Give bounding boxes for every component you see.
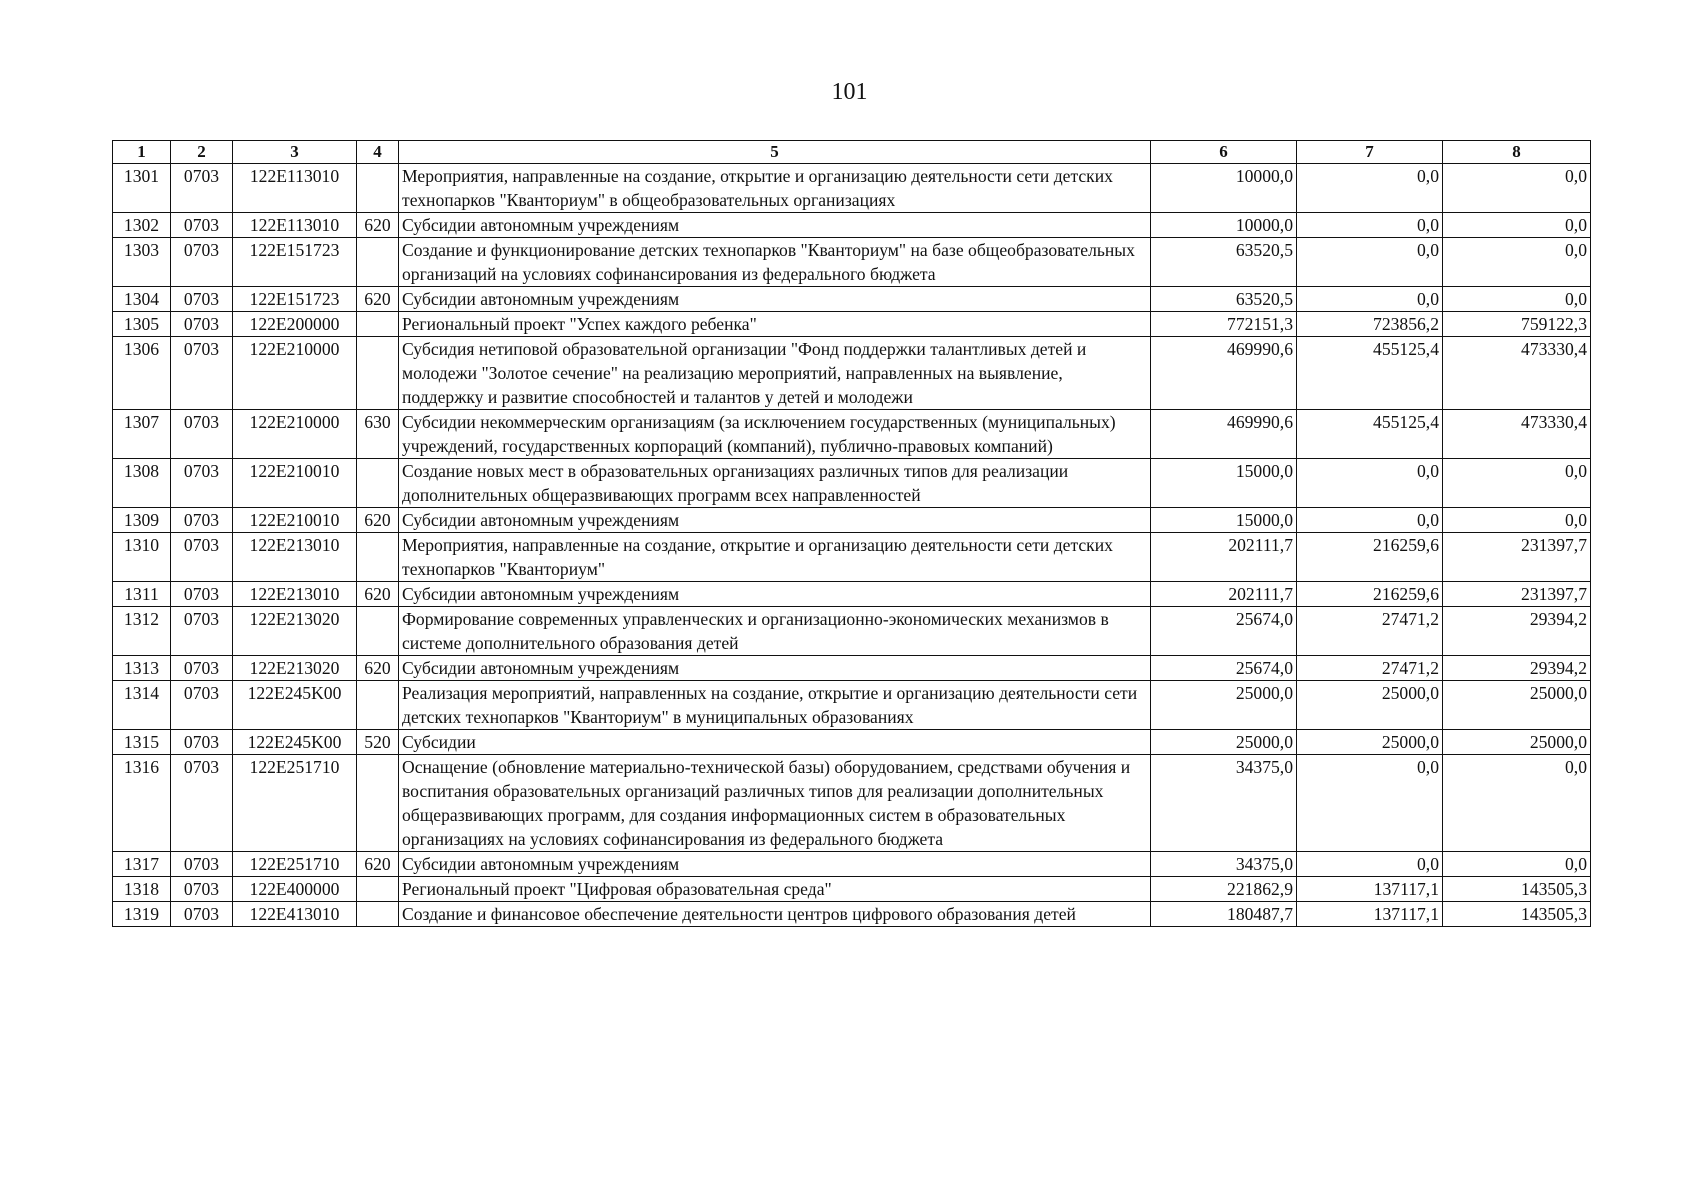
row-number: 1303	[113, 238, 171, 287]
amount-col-6: 15000,0	[1151, 508, 1297, 533]
row-number: 1314	[113, 681, 171, 730]
row-number: 1307	[113, 410, 171, 459]
amount-col-8: 25000,0	[1443, 681, 1591, 730]
item-name: Субсидия нетиповой образовательной организации "Фонд поддержки талантливых детей и молодежи "Золотое сечение" на реализацию мероприятий, направленных на выявление, поддержку и развитие способностей и талантов у детей и молодежи	[399, 337, 1151, 410]
table-row	[113, 337, 1591, 410]
item-name: Региональный проект "Успех каждого ребенка"	[399, 312, 1151, 337]
expense-type-code	[357, 877, 399, 902]
amount-col-6: 25000,0	[1151, 730, 1297, 755]
amount-col-8: 143505,3	[1443, 877, 1591, 902]
table-row	[113, 238, 1591, 287]
amount-col-8: 29394,2	[1443, 656, 1591, 681]
target-article-code: 122E213020	[233, 607, 357, 656]
table-row	[113, 508, 1591, 533]
item-name: Субсидии автономным учреждениям	[399, 656, 1151, 681]
row-number: 1313	[113, 656, 171, 681]
section-code: 0703	[171, 582, 233, 607]
item-name: Субсидии некоммерческим организациям (за исключением государственных (муниципальных) учреждений, государственных корпораций (компаний), публично-правовых компаний)	[399, 410, 1151, 459]
target-article-code: 122E151723	[233, 238, 357, 287]
amount-col-6: 25000,0	[1151, 681, 1297, 730]
column-header: 6	[1151, 141, 1297, 164]
amount-col-7: 0,0	[1297, 287, 1443, 312]
target-article-code: 122E200000	[233, 312, 357, 337]
row-number: 1306	[113, 337, 171, 410]
amount-col-8: 29394,2	[1443, 607, 1591, 656]
budget-table	[112, 140, 1591, 927]
target-article-code: 122E210000	[233, 410, 357, 459]
amount-col-7: 0,0	[1297, 755, 1443, 852]
amount-col-6: 469990,6	[1151, 337, 1297, 410]
item-name: Региональный проект "Цифровая образовательная среда"	[399, 877, 1151, 902]
amount-col-8: 0,0	[1443, 459, 1591, 508]
item-name: Реализация мероприятий, направленных на создание, открытие и организацию деятельности сети детских технопарков "Кванториум" в муниципальных образованиях	[399, 681, 1151, 730]
target-article-code: 122E251710	[233, 852, 357, 877]
amount-col-6: 63520,5	[1151, 287, 1297, 312]
item-name: Создание и финансовое обеспечение деятельности центров цифрового образования детей	[399, 902, 1151, 927]
amount-col-8: 0,0	[1443, 755, 1591, 852]
item-name: Формирование современных управленческих и организационно-экономических механизмов в системе дополнительного образования детей	[399, 607, 1151, 656]
column-header: 5	[399, 141, 1151, 164]
column-header: 1	[113, 141, 171, 164]
amount-col-6: 63520,5	[1151, 238, 1297, 287]
expense-type-code	[357, 755, 399, 852]
amount-col-7: 216259,6	[1297, 582, 1443, 607]
amount-col-8: 0,0	[1443, 287, 1591, 312]
target-article-code: 122E151723	[233, 287, 357, 312]
row-number: 1310	[113, 533, 171, 582]
amount-col-6: 180487,7	[1151, 902, 1297, 927]
amount-col-7: 0,0	[1297, 852, 1443, 877]
row-number: 1311	[113, 582, 171, 607]
section-code: 0703	[171, 164, 233, 213]
amount-col-7: 455125,4	[1297, 337, 1443, 410]
item-name: Субсидии автономным учреждениям	[399, 213, 1151, 238]
expense-type-code	[357, 902, 399, 927]
row-number: 1319	[113, 902, 171, 927]
table-row	[113, 312, 1591, 337]
table-row	[113, 681, 1591, 730]
table-row	[113, 410, 1591, 459]
amount-col-8: 473330,4	[1443, 410, 1591, 459]
amount-col-7: 0,0	[1297, 238, 1443, 287]
amount-col-8: 231397,7	[1443, 533, 1591, 582]
amount-col-8: 143505,3	[1443, 902, 1591, 927]
section-code: 0703	[171, 902, 233, 927]
amount-col-6: 25674,0	[1151, 656, 1297, 681]
section-code: 0703	[171, 213, 233, 238]
expense-type-code	[357, 312, 399, 337]
amount-col-8: 0,0	[1443, 164, 1591, 213]
expense-type-code: 620	[357, 508, 399, 533]
item-name: Субсидии автономным учреждениям	[399, 287, 1151, 312]
section-code: 0703	[171, 459, 233, 508]
row-number: 1315	[113, 730, 171, 755]
column-header: 3	[233, 141, 357, 164]
target-article-code: 122E400000	[233, 877, 357, 902]
item-name: Мероприятия, направленные на создание, открытие и организацию деятельности сети детских технопарков "Кванториум"	[399, 533, 1151, 582]
item-name: Оснащение (обновление материально-технической базы) оборудованием, средствами обучения и воспитания образовательных организаций различных типов для реализации дополнительных общеразвивающих программ, для создания информационных систем в образовательных организациях на условиях софинансирования из федерального бюджета	[399, 755, 1151, 852]
amount-col-6: 202111,7	[1151, 533, 1297, 582]
table-row	[113, 459, 1591, 508]
target-article-code: 122E245K00	[233, 681, 357, 730]
amount-col-8: 231397,7	[1443, 582, 1591, 607]
section-code: 0703	[171, 681, 233, 730]
section-code: 0703	[171, 312, 233, 337]
item-name: Мероприятия, направленные на создание, открытие и организацию деятельности сети детских технопарков "Кванториум" в общеобразовательных организациях	[399, 164, 1151, 213]
row-number: 1309	[113, 508, 171, 533]
amount-col-7: 723856,2	[1297, 312, 1443, 337]
target-article-code: 122E113010	[233, 164, 357, 213]
item-name: Субсидии автономным учреждениям	[399, 508, 1151, 533]
item-name: Субсидии автономным учреждениям	[399, 582, 1151, 607]
header-row	[113, 141, 1591, 164]
amount-col-8: 25000,0	[1443, 730, 1591, 755]
amount-col-8: 0,0	[1443, 508, 1591, 533]
table-row	[113, 607, 1591, 656]
column-header: 8	[1443, 141, 1591, 164]
section-code: 0703	[171, 508, 233, 533]
row-number: 1308	[113, 459, 171, 508]
amount-col-8: 0,0	[1443, 852, 1591, 877]
table-row	[113, 213, 1591, 238]
amount-col-7: 27471,2	[1297, 656, 1443, 681]
expense-type-code	[357, 164, 399, 213]
amount-col-6: 25674,0	[1151, 607, 1297, 656]
target-article-code: 122E413010	[233, 902, 357, 927]
amount-col-6: 221862,9	[1151, 877, 1297, 902]
table-row	[113, 287, 1591, 312]
expense-type-code: 620	[357, 287, 399, 312]
section-code: 0703	[171, 238, 233, 287]
amount-col-7: 0,0	[1297, 164, 1443, 213]
target-article-code: 122E210000	[233, 337, 357, 410]
table-row	[113, 877, 1591, 902]
section-code: 0703	[171, 730, 233, 755]
column-header: 7	[1297, 141, 1443, 164]
expense-type-code: 520	[357, 730, 399, 755]
row-number: 1316	[113, 755, 171, 852]
table-row	[113, 582, 1591, 607]
amount-col-6: 469990,6	[1151, 410, 1297, 459]
target-article-code: 122E251710	[233, 755, 357, 852]
row-number: 1318	[113, 877, 171, 902]
amount-col-6: 202111,7	[1151, 582, 1297, 607]
target-article-code: 122E210010	[233, 459, 357, 508]
row-number: 1301	[113, 164, 171, 213]
target-article-code: 122E213010	[233, 533, 357, 582]
section-code: 0703	[171, 337, 233, 410]
section-code: 0703	[171, 755, 233, 852]
expense-type-code	[357, 533, 399, 582]
amount-col-8: 0,0	[1443, 238, 1591, 287]
table-row	[113, 902, 1591, 927]
expense-type-code	[357, 681, 399, 730]
row-number: 1312	[113, 607, 171, 656]
amount-col-7: 137117,1	[1297, 902, 1443, 927]
column-header: 4	[357, 141, 399, 164]
amount-col-7: 27471,2	[1297, 607, 1443, 656]
expense-type-code: 630	[357, 410, 399, 459]
expense-type-code	[357, 238, 399, 287]
expense-type-code	[357, 459, 399, 508]
target-article-code: 122E210010	[233, 508, 357, 533]
amount-col-7: 0,0	[1297, 459, 1443, 508]
item-name: Субсидии автономным учреждениям	[399, 852, 1151, 877]
page-number: 101	[831, 79, 868, 105]
amount-col-6: 10000,0	[1151, 164, 1297, 213]
table-row	[113, 533, 1591, 582]
table-row	[113, 656, 1591, 681]
amount-col-6: 772151,3	[1151, 312, 1297, 337]
row-number: 1317	[113, 852, 171, 877]
amount-col-7: 455125,4	[1297, 410, 1443, 459]
section-code: 0703	[171, 852, 233, 877]
target-article-code: 122E213020	[233, 656, 357, 681]
amount-col-7: 25000,0	[1297, 730, 1443, 755]
amount-col-6: 10000,0	[1151, 213, 1297, 238]
target-article-code: 122E213010	[233, 582, 357, 607]
table-row	[113, 730, 1591, 755]
section-code: 0703	[171, 533, 233, 582]
amount-col-6: 34375,0	[1151, 755, 1297, 852]
row-number: 1304	[113, 287, 171, 312]
amount-col-8: 473330,4	[1443, 337, 1591, 410]
item-name: Создание и функционирование детских технопарков "Кванториум" на базе общеобразовательных организаций на условиях софинансирования из федерального бюджета	[399, 238, 1151, 287]
amount-col-8: 0,0	[1443, 213, 1591, 238]
amount-col-7: 25000,0	[1297, 681, 1443, 730]
item-name: Создание новых мест в образовательных организациях различных типов для реализации дополнительных общеразвивающих программ всех направленностей	[399, 459, 1151, 508]
table-row	[113, 755, 1591, 852]
item-name: Субсидии	[399, 730, 1151, 755]
expense-type-code: 620	[357, 852, 399, 877]
column-header: 2	[171, 141, 233, 164]
section-code: 0703	[171, 410, 233, 459]
section-code: 0703	[171, 287, 233, 312]
expense-type-code: 620	[357, 656, 399, 681]
amount-col-6: 15000,0	[1151, 459, 1297, 508]
amount-col-7: 0,0	[1297, 213, 1443, 238]
section-code: 0703	[171, 607, 233, 656]
amount-col-7: 137117,1	[1297, 877, 1443, 902]
amount-col-6: 34375,0	[1151, 852, 1297, 877]
table-row	[113, 852, 1591, 877]
target-article-code: 122E245K00	[233, 730, 357, 755]
expense-type-code	[357, 337, 399, 410]
row-number: 1302	[113, 213, 171, 238]
table-body	[113, 164, 1591, 927]
section-code: 0703	[171, 877, 233, 902]
section-code: 0703	[171, 656, 233, 681]
amount-col-7: 216259,6	[1297, 533, 1443, 582]
amount-col-8: 759122,3	[1443, 312, 1591, 337]
expense-type-code: 620	[357, 213, 399, 238]
row-number: 1305	[113, 312, 171, 337]
expense-type-code: 620	[357, 582, 399, 607]
target-article-code: 122E113010	[233, 213, 357, 238]
amount-col-7: 0,0	[1297, 508, 1443, 533]
table-row	[113, 164, 1591, 213]
expense-type-code	[357, 607, 399, 656]
